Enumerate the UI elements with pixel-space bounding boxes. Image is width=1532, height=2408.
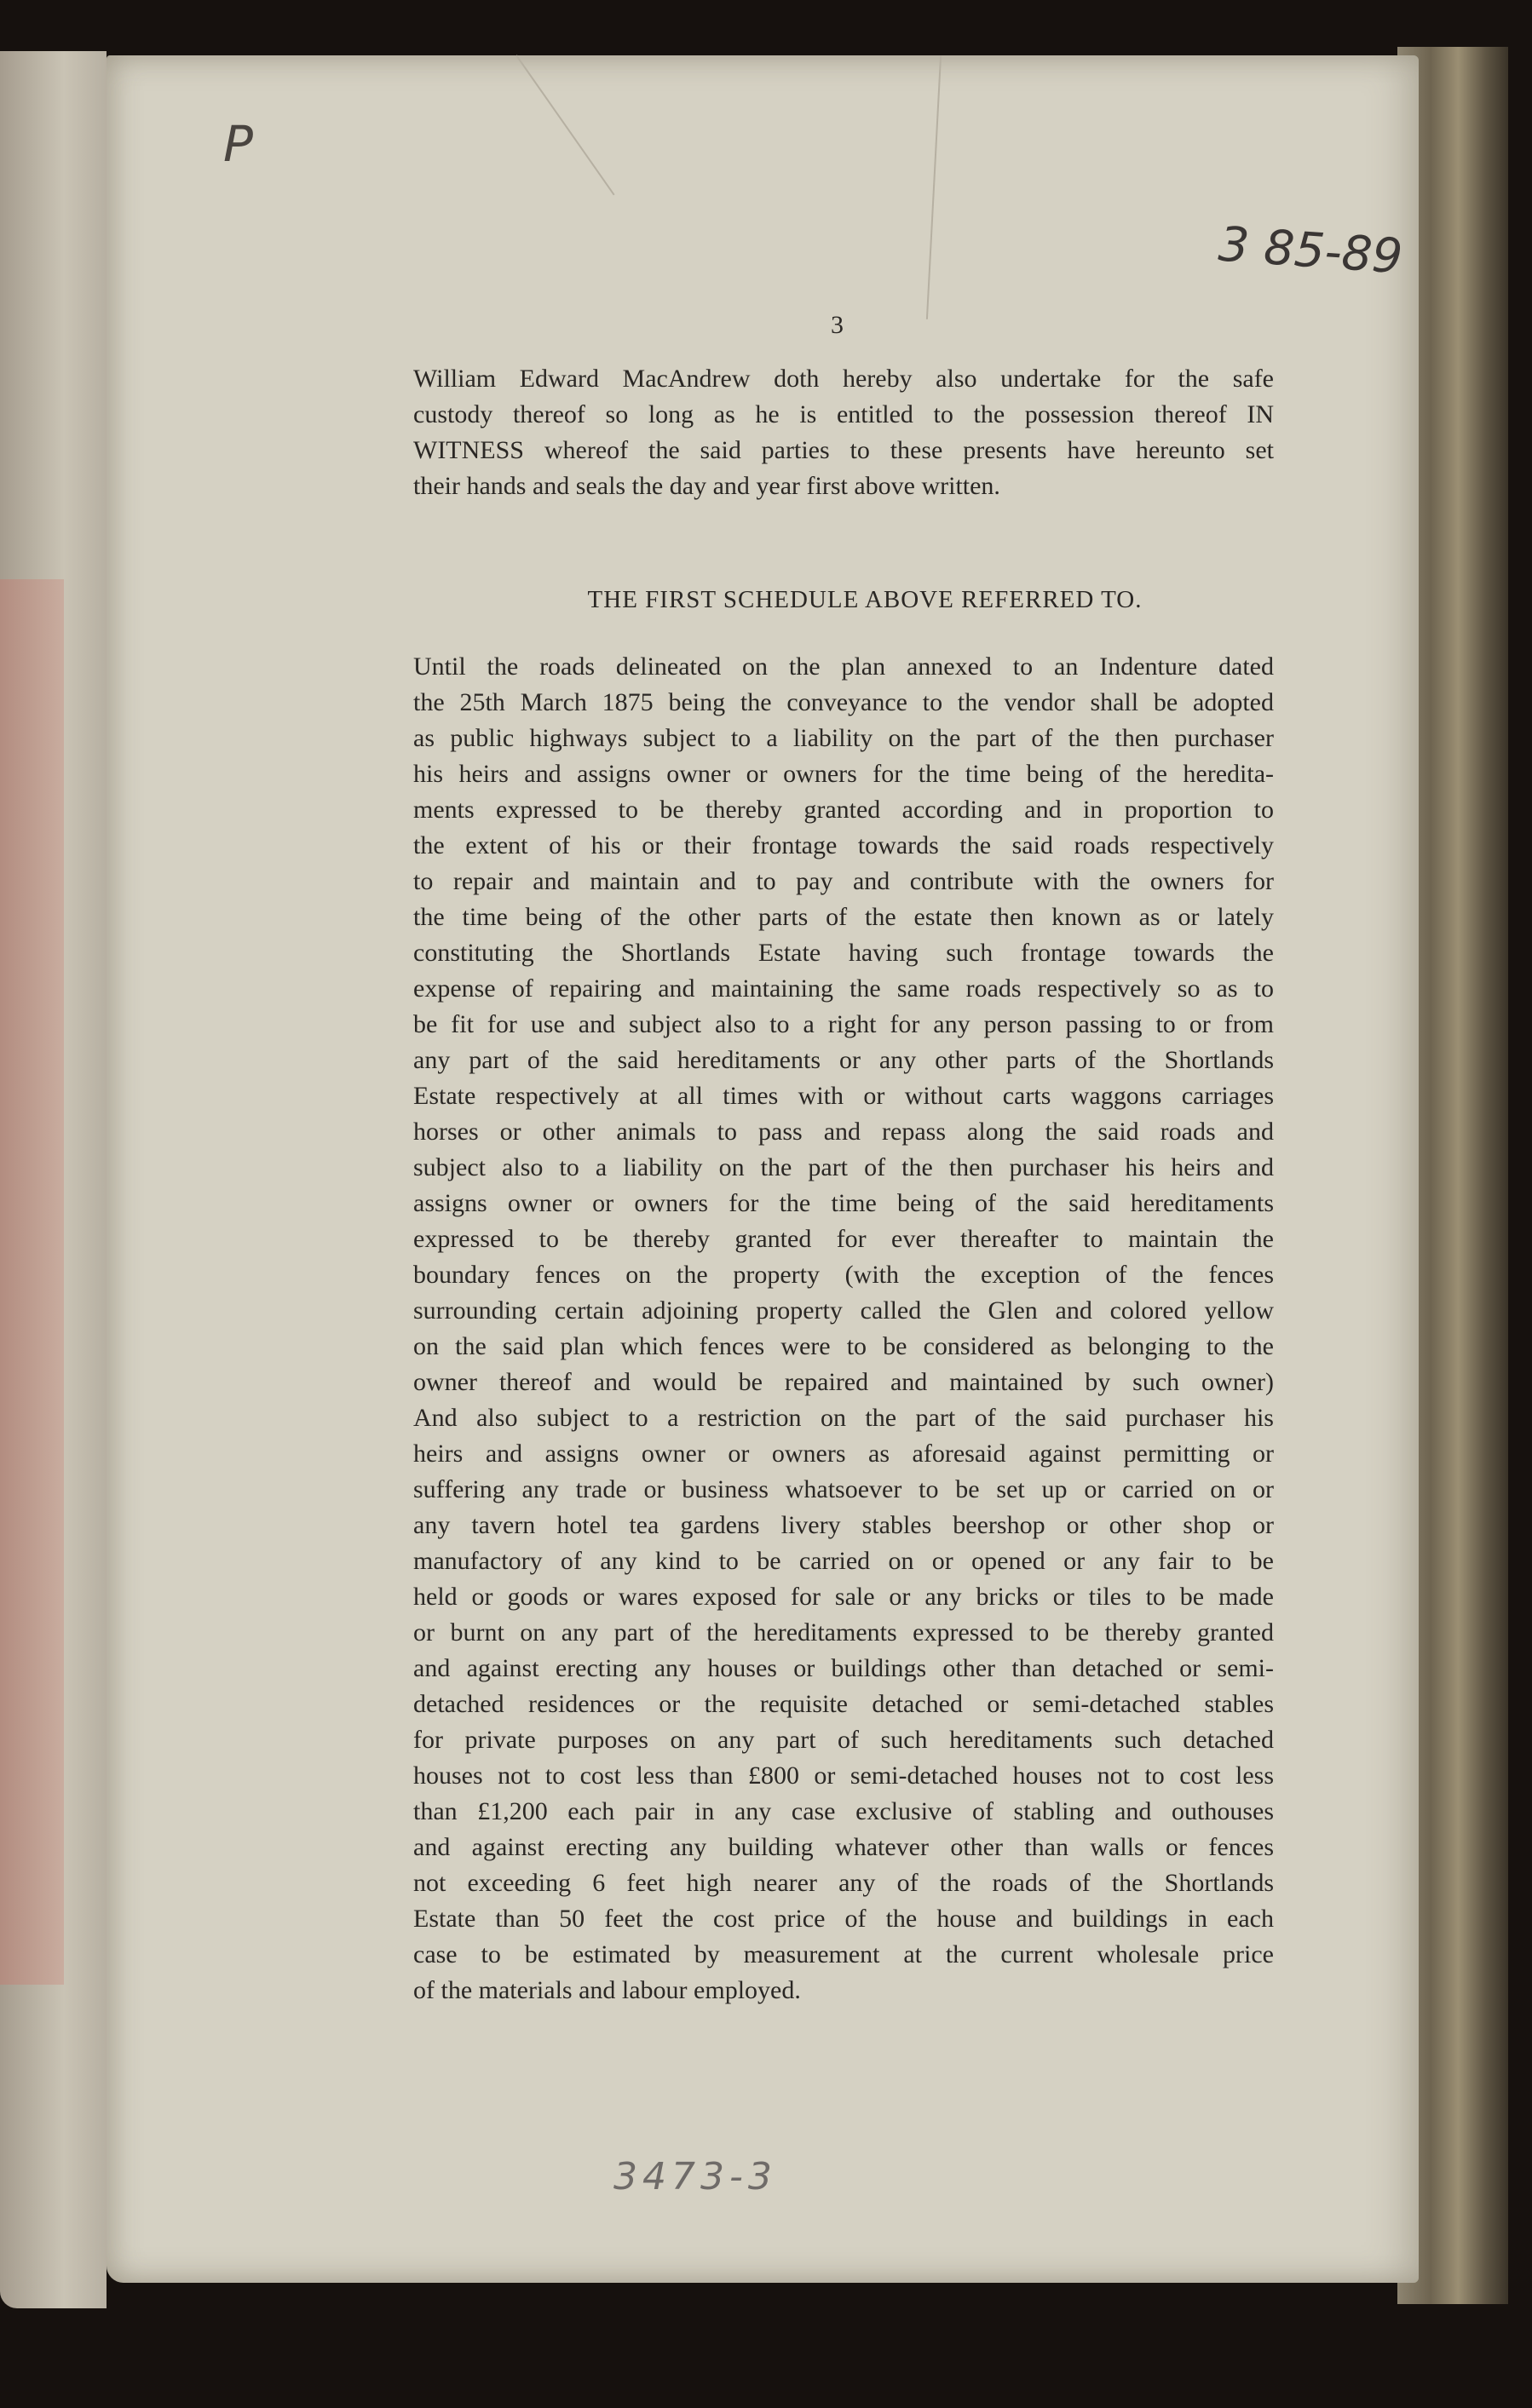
schedule-heading: THE FIRST SCHEDULE ABOVE REFERRED TO. [587, 586, 1143, 613]
text-line: the 25th March 1875 being the conveyance to the vendor shall be adopted [413, 688, 1274, 716]
text-line: or burnt on any part of the hereditaments expressed to be thereby granted [413, 1618, 1274, 1647]
text-line: be fit for use and subject also to a right for any person passing to or from [413, 1010, 1274, 1038]
text-line: of the materials and labour employed. [413, 1976, 801, 2004]
handwritten-catalogue-number: 3473-3 [613, 2155, 777, 2198]
text-line: custody thereof so long as he is entitled to the possession thereof IN [413, 400, 1274, 428]
text-line: heirs and assigns owner or owners as aforesaid against permitting or [413, 1440, 1274, 1468]
text-line: surrounding certain adjoining property called the Glen and colored yellow [413, 1296, 1274, 1325]
text-line: his heirs and assigns owner or owners for the time being of the heredita- [413, 760, 1274, 788]
text-line: expense of repairing and maintaining the same roads respectively so as to [413, 974, 1274, 1003]
text-line: Estate than 50 feet the cost price of the house and buildings in each [413, 1905, 1274, 1933]
text-line: suffering any trade or business whatsoever to be set up or carried on or [413, 1475, 1274, 1503]
text-line: their hands and seals the day and year first above written. [413, 472, 1000, 500]
handwritten-reference-number: 3 85-89 [1216, 216, 1405, 285]
text-line: Until the roads delineated on the plan annexed to an Indenture dated [413, 652, 1274, 681]
text-line: than £1,200 each pair in any case exclusive of stabling and outhouses [413, 1797, 1274, 1825]
text-line: any tavern hotel tea gardens livery stables beershop or other shop or [413, 1511, 1274, 1539]
text-line: and against erecting any houses or buildings other than detached or semi- [413, 1654, 1274, 1682]
text-line: ments expressed to be thereby granted according and in proportion to [413, 796, 1274, 824]
text-line: detached residences or the requisite detached or semi-detached stables [413, 1690, 1274, 1718]
text-line: the time being of the other parts of the estate then known as or lately [413, 903, 1274, 931]
text-line: And also subject to a restriction on the part of the said purchaser his [413, 1404, 1274, 1432]
text-line: manufactory of any kind to be carried on or opened or any fair to be [413, 1547, 1274, 1575]
text-line: constituting the Shortlands Estate having such frontage towards the [413, 939, 1274, 967]
paper-crease [926, 55, 942, 319]
text-line: any part of the said hereditaments or any other parts of the Shortlands [413, 1046, 1274, 1074]
text-line: subject also to a liability on the part of the then purchaser his heirs and [413, 1153, 1274, 1181]
text-line: held or goods or wares exposed for sale or any bricks or tiles to be made [413, 1583, 1274, 1611]
opening-paragraph [413, 361, 1274, 504]
handwritten-mark: P [223, 115, 253, 173]
text-line: Estate respectively at all times with or without carts waggons carriages [413, 1082, 1274, 1110]
text-line: on the said plan which fences were to be considered as belonging to the [413, 1332, 1274, 1360]
text-line: expressed to be thereby granted for ever thereafter to maintain the [413, 1225, 1274, 1253]
previous-page-stain [0, 579, 64, 1985]
text-line: houses not to cost less than £800 or semi-detached houses not to cost less [413, 1761, 1274, 1790]
text-line: case to be estimated by measurement at the current wholesale price [413, 1940, 1274, 1968]
text-line: assigns owner or owners for the time being of the said hereditaments [413, 1189, 1274, 1217]
text-line: for private purposes on any part of such hereditaments such detached [413, 1726, 1274, 1754]
text-line: WITNESS whereof the said parties to these presents have hereunto set [413, 436, 1274, 464]
text-line: boundary fences on the property (with the exception of the fences [413, 1261, 1274, 1289]
page-number: 3 [831, 311, 844, 339]
text-line: owner thereof and would be repaired and maintained by such owner) [413, 1368, 1274, 1396]
text-line: the extent of his or their frontage towards the said roads respectively [413, 831, 1274, 859]
text-line: as public highways subject to a liability on the part of the then purchaser [413, 724, 1274, 752]
text-line: to repair and maintain and to pay and contribute with the owners for [413, 867, 1274, 895]
text-line: not exceeding 6 feet high nearer any of the roads of the Shortlands [413, 1869, 1274, 1897]
text-line: horses or other animals to pass and repass along the said roads and [413, 1118, 1274, 1146]
paper-crease [515, 55, 614, 195]
schedule-paragraph [413, 649, 1274, 2009]
text-line: William Edward MacAndrew doth hereby also undertake for the safe [413, 365, 1274, 393]
text-line: and against erecting any building whatever other than walls or fences [413, 1833, 1274, 1861]
